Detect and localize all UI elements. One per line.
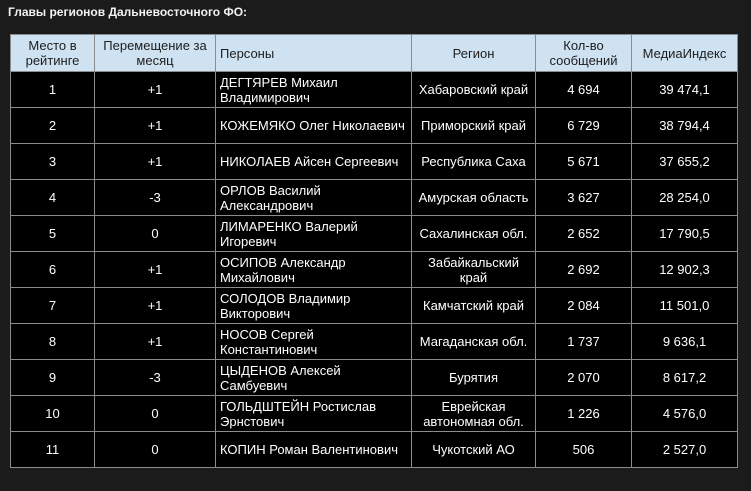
cell-media-index: 17 790,5 (632, 216, 738, 252)
cell-rank: 1 (11, 72, 95, 108)
cell-region: Бурятия (412, 360, 536, 396)
table-row (11, 432, 738, 468)
rating-table (10, 34, 738, 468)
cell-rank: 7 (11, 288, 95, 324)
cell-change: -3 (95, 360, 216, 396)
cell-media-index: 28 254,0 (632, 180, 738, 216)
cell-rank: 9 (11, 360, 95, 396)
cell-person: СОЛОДОВ Владимир Викторович (216, 288, 412, 324)
cell-media-index: 38 794,4 (632, 108, 738, 144)
cell-change: 0 (95, 216, 216, 252)
column-header-change: Перемещение за месяц (95, 35, 216, 72)
column-header-index: МедиаИндекс (632, 35, 738, 72)
column-header-person: Персоны (216, 35, 412, 72)
column-header-region: Регион (412, 35, 536, 72)
cell-person: ГОЛЬДШТЕЙН Ростислав Эрнстович (216, 396, 412, 432)
cell-person: ОРЛОВ Василий Александрович (216, 180, 412, 216)
cell-region: Чукотский АО (412, 432, 536, 468)
cell-rank: 5 (11, 216, 95, 252)
cell-person: ОСИПОВ Александр Михайлович (216, 252, 412, 288)
cell-messages: 5 671 (536, 144, 632, 180)
cell-media-index: 4 576,0 (632, 396, 738, 432)
cell-region: Хабаровский край (412, 72, 536, 108)
cell-rank: 4 (11, 180, 95, 216)
cell-change: +1 (95, 288, 216, 324)
table-row (11, 288, 738, 324)
table-row (11, 216, 738, 252)
column-header-messages: Кол-во сообщений (536, 35, 632, 72)
cell-rank: 6 (11, 252, 95, 288)
cell-media-index: 8 617,2 (632, 360, 738, 396)
cell-messages: 1 226 (536, 396, 632, 432)
table-row (11, 144, 738, 180)
cell-rank: 3 (11, 144, 95, 180)
cell-change: +1 (95, 108, 216, 144)
cell-messages: 2 692 (536, 252, 632, 288)
cell-region: Камчатский край (412, 288, 536, 324)
table-row (11, 324, 738, 360)
cell-region: Республика Саха (412, 144, 536, 180)
cell-change: +1 (95, 72, 216, 108)
cell-media-index: 12 902,3 (632, 252, 738, 288)
cell-messages: 2 070 (536, 360, 632, 396)
cell-change: -3 (95, 180, 216, 216)
column-header-rank: Место в рейтинге (11, 35, 95, 72)
table-row (11, 252, 738, 288)
table-header-row (11, 35, 738, 72)
cell-change: +1 (95, 252, 216, 288)
cell-media-index: 2 527,0 (632, 432, 738, 468)
table-row (11, 108, 738, 144)
table-row (11, 72, 738, 108)
cell-messages: 1 737 (536, 324, 632, 360)
table-row (11, 360, 738, 396)
cell-change: 0 (95, 396, 216, 432)
cell-region: Приморский край (412, 108, 536, 144)
cell-media-index: 39 474,1 (632, 72, 738, 108)
cell-messages: 3 627 (536, 180, 632, 216)
cell-region: Еврейская автономная обл. (412, 396, 536, 432)
cell-person: НОСОВ Сергей Константинович (216, 324, 412, 360)
cell-person: ЦЫДЕНОВ Алексей Самбуевич (216, 360, 412, 396)
cell-change: +1 (95, 144, 216, 180)
cell-messages: 6 729 (536, 108, 632, 144)
cell-messages: 2 084 (536, 288, 632, 324)
cell-rank: 10 (11, 396, 95, 432)
cell-rank: 8 (11, 324, 95, 360)
cell-change: +1 (95, 324, 216, 360)
cell-media-index: 11 501,0 (632, 288, 738, 324)
cell-person: КОПИН Роман Валентинович (216, 432, 412, 468)
cell-region: Сахалинская обл. (412, 216, 536, 252)
cell-region: Магаданская обл. (412, 324, 536, 360)
cell-region: Забайкальский край (412, 252, 536, 288)
table-body (11, 72, 738, 468)
cell-person: ЛИМАРЕНКО Валерий Игоревич (216, 216, 412, 252)
cell-media-index: 37 655,2 (632, 144, 738, 180)
cell-rank: 11 (11, 432, 95, 468)
cell-messages: 2 652 (536, 216, 632, 252)
cell-media-index: 9 636,1 (632, 324, 738, 360)
table-row (11, 396, 738, 432)
cell-messages: 4 694 (536, 72, 632, 108)
table-row (11, 180, 738, 216)
cell-person: ДЕГТЯРЕВ Михаил Владимирович (216, 72, 412, 108)
cell-change: 0 (95, 432, 216, 468)
cell-rank: 2 (11, 108, 95, 144)
cell-region: Амурская область (412, 180, 536, 216)
cell-person: КОЖЕМЯКО Олег Николаевич (216, 108, 412, 144)
page-title: Главы регионов Дальневосточного ФО: (8, 5, 248, 19)
cell-person: НИКОЛАЕВ Айсен Сергеевич (216, 144, 412, 180)
cell-messages: 506 (536, 432, 632, 468)
